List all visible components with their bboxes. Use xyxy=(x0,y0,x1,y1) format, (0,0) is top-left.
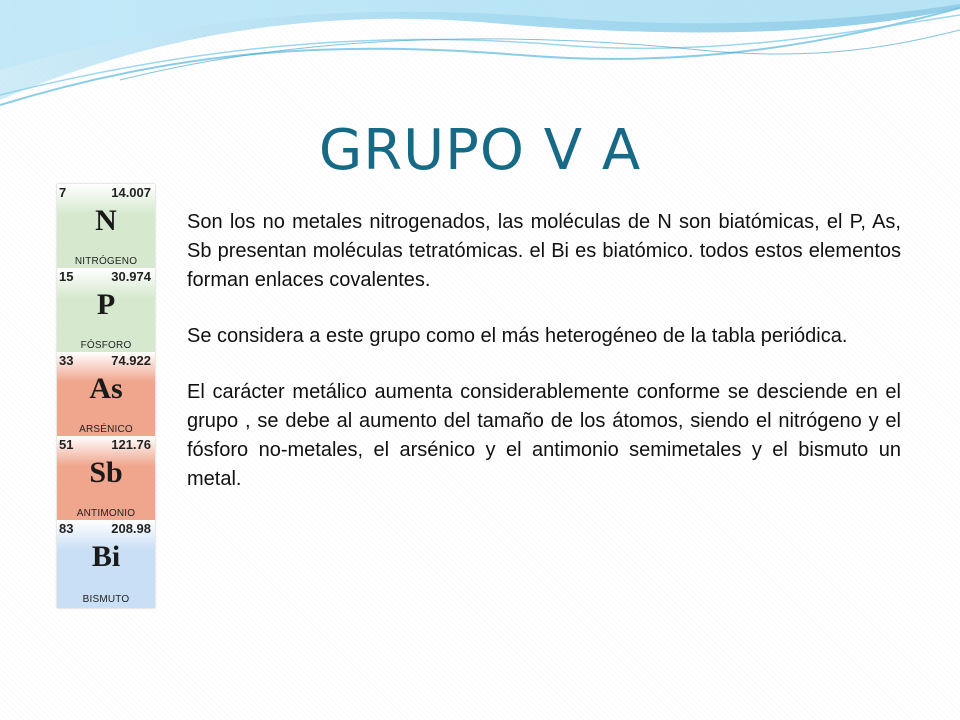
element-column xyxy=(57,184,155,608)
element-symbol: As xyxy=(89,372,123,405)
atomic-mass: 74.922 xyxy=(111,353,151,368)
decorative-waves xyxy=(0,0,960,120)
atomic-number: 51 xyxy=(59,437,74,452)
atomic-mass: 208.98 xyxy=(111,521,151,536)
element-symbol: N xyxy=(95,204,117,237)
body-paragraph: Son los no metales nitrogenados, las moléculas de N son biatómicas, el P, As, Sb presentan moléculas tetratómicas. el Bi es biatómico. todos estos elementos forman enlaces covalentes. xyxy=(187,211,901,291)
element-tile-p xyxy=(57,268,155,354)
atomic-number: 33 xyxy=(59,353,74,368)
element-name: ARSÉNICO xyxy=(79,424,133,435)
atomic-number: 7 xyxy=(59,185,67,200)
element-tile-bi xyxy=(57,520,155,608)
element-tile-n xyxy=(57,184,155,270)
atomic-number: 83 xyxy=(59,521,74,536)
element-symbol: Sb xyxy=(89,456,123,489)
element-name: BISMUTO xyxy=(82,594,130,605)
atomic-mass: 30.974 xyxy=(111,269,151,284)
body-paragraph: Se considera a este grupo como el más heterogéneo de la tabla periódica. xyxy=(187,325,848,347)
slide-body xyxy=(187,208,901,521)
element-symbol: Bi xyxy=(91,540,121,573)
element-name: NITRÓGENO xyxy=(74,256,138,267)
atomic-number: 15 xyxy=(59,269,74,284)
element-symbol: P xyxy=(96,288,116,321)
atomic-mass: 14.007 xyxy=(111,185,151,200)
element-name: FÓSFORO xyxy=(80,340,132,351)
element-name: ANTIMONIO xyxy=(76,508,136,519)
element-tile-as xyxy=(57,352,155,438)
atomic-mass: 121.76 xyxy=(111,437,151,452)
slide-title: GRUPO V A xyxy=(318,118,642,183)
body-paragraph: El carácter metálico aumenta considerablemente conforme se desciende en el grupo , se debe al aumento del tamaño de los átomos, siendo el nitrógeno y el fósforo no-metales, el arsénico y el antimonio semimetales y el bismuto un metal. xyxy=(187,381,901,490)
element-tile-sb xyxy=(57,436,155,522)
